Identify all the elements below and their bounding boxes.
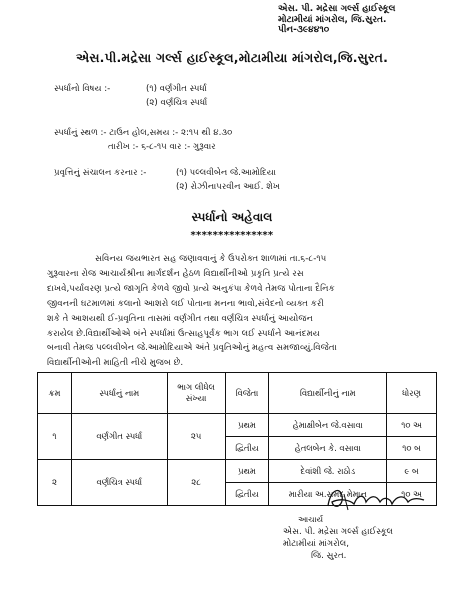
stars-divider: *************** (190, 230, 274, 241)
participants-cell: ૨૮ (167, 460, 225, 506)
subject-1: (૧) વર્ણગીત સ્પર્ધા (146, 84, 207, 94)
student-cell: દેવાંશી જે. રાઠોડ (269, 460, 387, 483)
stamp-line: પીન-૩૯૪૪૧૦ (278, 25, 330, 35)
date-line: તારીખ :- ૬-૮-૧૫ વાર :- ગુરૂવાર (108, 142, 216, 152)
paragraph-line: વિદ્યાર્થીનીઓની માહિતી નીચે મુજબ છે. (47, 358, 184, 369)
rank-cell: પ્રથમ (225, 414, 269, 437)
rank-cell: પ્રથમ (225, 460, 269, 483)
header-participants: ભાગ લીધેલ સંખ્યા (167, 373, 225, 414)
header-competition-name: સ્પર્ધાનું નામ (71, 373, 167, 414)
header-student-name: વિદ્યાર્થીનીનું નામ (269, 373, 387, 414)
student-cell: હેમાક્ષીબેન જે.વસાવા (269, 414, 387, 437)
school-stamp-top (278, 4, 395, 36)
school-title: એસ.પી.મદ્રેસા ગર્લ્સ હાઈસ્કૂલ,મોટામીયા માંગરોલ,જિ.સુરત. (75, 50, 389, 65)
header-serial: ક્રમ (38, 373, 72, 414)
organizer-1: (૧) પલ્લવીબેન જે.આમોદિયા (176, 168, 276, 178)
signature-scribble-icon (300, 480, 450, 516)
competition-cell: વર્ણચિત્ર સ્પર્ધા (71, 460, 167, 506)
competition-cell: વર્ણગીત સ્પર્ધા (71, 414, 167, 460)
standard-cell: ૯ બ (387, 460, 437, 483)
stamp-line: જિ. સુરત. (311, 551, 347, 561)
subject-label: સ્પર્ધાનો વિષય :- (54, 84, 111, 94)
stamp-line: મોટામીયાં માંગરોલ, જિ.સુરત. (278, 14, 387, 25)
header-winner: વિજેતા (225, 373, 269, 414)
standard-cell: ૧૦ અ (387, 414, 437, 437)
report-paragraph (47, 252, 427, 371)
table-row (38, 414, 437, 437)
paragraph-line: ગુરૂવારના રોજ આચાર્યશ્રીના માર્ગદર્શન હેઠળ વિદ્યાર્થીનીઓ પ્રકૃતિ પ્રત્યે રસ (47, 268, 304, 279)
rank-cell: દ્વિતીય (225, 437, 269, 460)
paragraph-line: બનાવી તેમજ પલ્લવીબેન જે.આમોદિયાએ અંતે પ્રવૃતિઓનું મહત્વ સમજાવ્યું.વિજેતા (47, 343, 337, 354)
participants-cell: ૨૫ (167, 414, 225, 460)
serial-cell: ૨ (38, 460, 72, 506)
venue-line: સ્પર્ધાનું સ્થળ :- ટાઉન હોલ,સમય :- ૨:૧૫ થી ૪.૩૦ (54, 128, 233, 138)
organizer-label: પ્રવૃત્તિનું સંચાલન કરનાર :- (54, 168, 147, 178)
stamp-line: એસ. પી. મદ્રેસા ગર્લ્સ હાઈસ્કૂલ (278, 4, 396, 14)
standard-cell: ૧૦ બ (387, 437, 437, 460)
header-standard: ધોરણ (387, 373, 437, 414)
school-stamp-bottom (283, 526, 393, 562)
student-cell: હેતલબેન કે. વસાવા (269, 437, 387, 460)
paragraph-line: કરાયેલ છે.વિદ્યાર્થીઓએ બંને સ્પર્ધામાં ઉત્સાહપૂર્વક ભાગ લઈ સ્પર્ધાને આનંદમય (47, 328, 320, 339)
rank-cell: દ્વિતીય (225, 483, 269, 506)
stamp-line: એસ. પી. મદ્રેસા ગર્લ્સ હાઈસ્કૂલ (283, 527, 394, 537)
paragraph-line: જીવનની ઘટમાળમાં કલાનો આશરો લઈ પોતાના મનના ભાવો,સંવેદનો વ્યક્ત કરી (47, 298, 324, 309)
paragraph-line: દાખવે,પર્યાવરણ પ્રત્યે જાગૃતિ કેળવે જીવો પ્રત્યે અનુકંપા કેળવે તેમજ પોતાના દૈનિક (47, 283, 335, 294)
signature-title: આચાર્ય (298, 515, 324, 524)
stamp-line: મોટામીયાં માંગરોલ, (283, 539, 349, 549)
report-heading: સ્પર્ધાનો અહેવાલ (191, 210, 273, 224)
paragraph-line: શકે તે આશયથી ઈ-પ્રવૃતિના તાસમાં વર્ણગીત તથા વર્ણચિત્ર સ્પર્ધાનું આયોજન (47, 313, 314, 324)
paragraph-line: સવિનય જયભારત સહ જણાવવાનું કે ઉપરોક્ત શાળામાં તા.૬-૮-૧૫ (95, 254, 327, 264)
table-header-row (38, 373, 437, 414)
organizer-2: (૨) રોઝીનાપરવીન આઈ. શેખ (176, 182, 280, 192)
serial-cell: ૧ (38, 414, 72, 460)
student-cell: મારીયા અ.સમદ મેમાન (269, 483, 387, 506)
standard-cell: ૧૦ અ (387, 483, 437, 506)
subject-2: (૨) વર્ણચિત્ર સ્પર્ધા (146, 98, 208, 108)
